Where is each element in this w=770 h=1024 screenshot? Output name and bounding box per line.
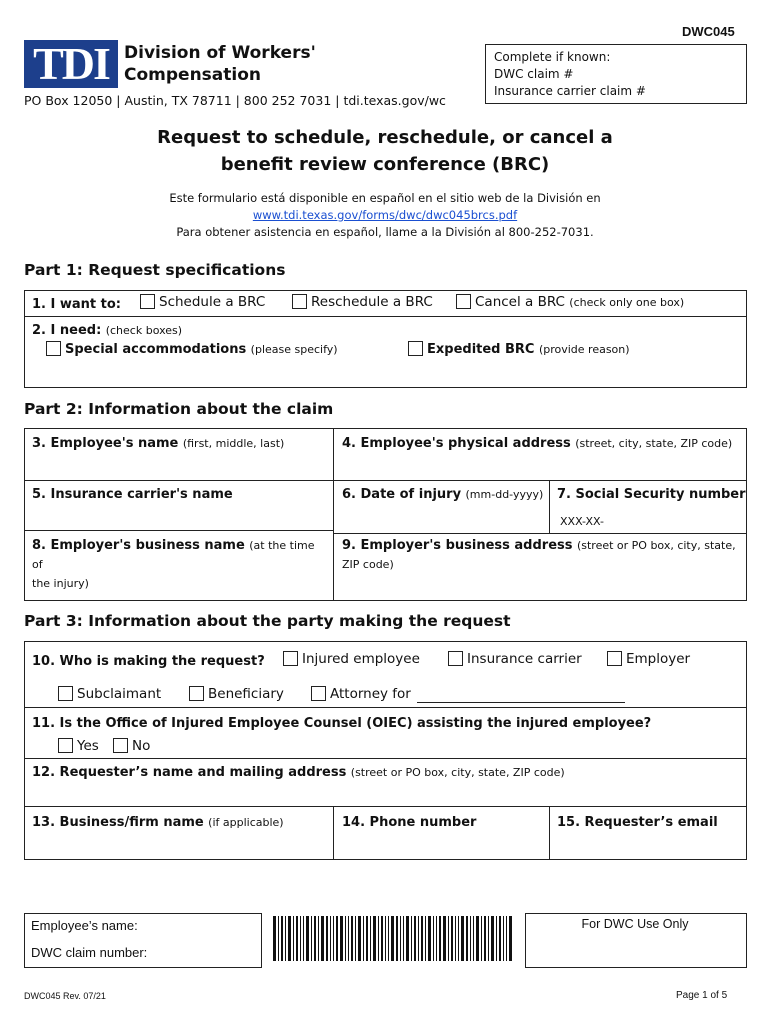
q2-label: 2. I need: (32, 323, 102, 338)
divider (549, 480, 550, 533)
field-hint: ZIP code) (342, 558, 394, 571)
field-label: 4. Employee's physical address (342, 436, 571, 451)
q1-label: 1. I want to: (32, 297, 121, 312)
field-hint: (first, middle, last) (182, 437, 285, 450)
divider (24, 530, 334, 531)
option-label: Attorney for (330, 686, 411, 702)
field-ssn[interactable] (557, 485, 746, 503)
known-label: Complete if known: (494, 50, 611, 64)
field-label: 15. Requester’s email (557, 815, 718, 830)
field-hint: (at the time of (32, 539, 315, 571)
form-code: DWC045 (682, 24, 735, 39)
option-label: Yes (77, 738, 99, 754)
option-employer[interactable] (607, 651, 690, 667)
option-reschedule-brc[interactable] (292, 294, 433, 310)
field-hint: (street or PO box, city, state, ZIP code) (350, 766, 565, 779)
logo-text (124, 42, 316, 86)
checkbox[interactable] (113, 738, 128, 753)
divider (24, 480, 747, 481)
divider (333, 806, 334, 860)
divider (24, 707, 747, 708)
option-hint: (please specify) (250, 343, 338, 356)
page-number: Page 1 of 5 (676, 990, 728, 1001)
field-hint: (street, city, state, ZIP code) (575, 437, 733, 450)
known-carrier-label: Insurance carrier claim # (494, 84, 646, 98)
option-label: Expedited BRC (427, 342, 535, 357)
field-label: 8. Employer's business name (32, 538, 245, 553)
option-schedule-brc[interactable] (140, 294, 265, 310)
q11-label: 11. Is the Office of Injured Employee Counsel (OIEC) assisting the injured employee? (32, 716, 652, 731)
field-hint: the injury) (32, 577, 89, 590)
ssn-prefix: XXX-XX- (560, 515, 604, 528)
checkbox[interactable] (456, 294, 471, 309)
revision-label: DWC045 Rev. 07/21 (24, 991, 106, 1001)
option-label: Reschedule a BRC (311, 294, 433, 310)
known-info-box[interactable] (485, 44, 747, 104)
divider (24, 806, 747, 807)
option-cancel-brc[interactable] (456, 294, 684, 310)
option-label: Schedule a BRC (159, 294, 266, 310)
option-insurance-carrier[interactable] (448, 651, 582, 667)
spanish-notice (0, 190, 770, 241)
option-oiec-no[interactable] (113, 738, 150, 754)
q1-hint: (check only one box) (569, 296, 685, 309)
option-special-accommodations[interactable] (46, 340, 338, 358)
option-label: Insurance carrier (467, 651, 582, 667)
attorney-for-line[interactable] (417, 702, 625, 703)
logo-line2: Compensation (124, 65, 261, 85)
field-label: 14. Phone number (342, 815, 477, 830)
tdi-logo (24, 40, 118, 88)
option-subclaimant[interactable] (58, 686, 161, 702)
option-label: Cancel a BRC (475, 294, 565, 310)
option-beneficiary[interactable] (189, 686, 284, 702)
option-injured-employee[interactable] (283, 651, 420, 667)
option-expedited-brc[interactable] (408, 340, 630, 358)
field-employee-address[interactable] (342, 434, 732, 452)
divider (334, 533, 747, 534)
field-label: 9. Employer's business address (342, 538, 573, 553)
part3-heading: Part 3: Information about the party making the request (24, 612, 511, 630)
field-requester-email[interactable] (557, 813, 718, 831)
checkbox[interactable] (408, 341, 423, 356)
field-phone-number[interactable] (342, 813, 476, 831)
logo-line1: Division of Workers' (124, 43, 316, 63)
checkbox[interactable] (311, 686, 326, 701)
spanish-line3: Para obtener asistencia en español, llame a la División al 800-252-7031. (176, 225, 594, 239)
logo-letters: TDI (33, 38, 109, 89)
option-label: Beneficiary (208, 686, 284, 702)
option-oiec-yes[interactable] (58, 738, 99, 754)
field-label: 5. Insurance carrier's name (32, 487, 233, 502)
field-employer-address[interactable] (342, 536, 742, 574)
checkbox[interactable] (189, 686, 204, 701)
field-employee-name[interactable] (32, 434, 284, 452)
page-title (0, 124, 770, 178)
checkbox[interactable] (283, 651, 298, 666)
field-label: 7. Social Security number (557, 487, 746, 502)
part2-heading: Part 2: Information about the claim (24, 400, 334, 418)
agency-address: PO Box 12050 | Austin, TX 78711 | 800 252 7031 | tdi.texas.gov/wc (24, 93, 446, 108)
divider (549, 806, 550, 860)
field-hint: (if applicable) (208, 816, 284, 829)
field-requester-address[interactable] (32, 763, 565, 781)
divider (24, 316, 747, 317)
title-line1: Request to schedule, reschedule, or cancel a (157, 127, 613, 148)
option-label: Special accommodations (65, 342, 247, 357)
checkbox[interactable] (46, 341, 61, 356)
field-label: 3. Employee's name (32, 436, 179, 451)
option-label: Employer (626, 651, 691, 667)
checkbox[interactable] (58, 738, 73, 753)
field-label: 12. Requester’s name and mailing address (32, 765, 347, 780)
option-attorney-for[interactable] (311, 686, 411, 702)
option-label: Injured employee (302, 651, 420, 667)
field-hint: (mm-dd-yyyy) (465, 488, 544, 501)
spanish-line1: Este formulario está disponible en español en el sitio web de la División en (169, 191, 601, 205)
checkbox[interactable] (607, 651, 622, 666)
title-line2: benefit review conference (BRC) (220, 154, 550, 175)
option-label: No (132, 738, 151, 754)
known-claim-label: DWC claim # (494, 67, 574, 81)
checkbox[interactable] (58, 686, 73, 701)
footer-claim-label: DWC claim number: (31, 945, 148, 960)
q2-hint: (check boxes) (105, 324, 183, 337)
field-employer-name[interactable] (32, 536, 328, 593)
q10-label: 10. Who is making the request? (32, 654, 265, 669)
barcode (273, 916, 515, 961)
dwc-use-box (525, 913, 747, 968)
footer-employee-label: Employee’s name: (31, 918, 138, 933)
divider (333, 428, 334, 601)
option-hint: (provide reason) (538, 343, 630, 356)
checkbox[interactable] (292, 294, 307, 309)
divider (24, 758, 747, 759)
checkbox[interactable] (140, 294, 155, 309)
part1-heading: Part 1: Request specifications (24, 261, 286, 279)
field-business-name[interactable] (32, 813, 284, 831)
field-date-of-injury[interactable] (342, 485, 543, 503)
footer-id-box (24, 913, 262, 968)
field-hint: (street or PO box, city, state, (576, 539, 736, 552)
spanish-form-link[interactable]: www.tdi.texas.gov/forms/dwc/dwc045brcs.pdf (252, 208, 518, 222)
field-insurance-carrier[interactable] (32, 485, 233, 503)
dwc-use-label: For DWC Use Only (581, 917, 689, 931)
field-label: 6. Date of injury (342, 487, 462, 502)
option-label: Subclaimant (77, 686, 162, 702)
field-label: 13. Business/firm name (32, 815, 204, 830)
checkbox[interactable] (448, 651, 463, 666)
